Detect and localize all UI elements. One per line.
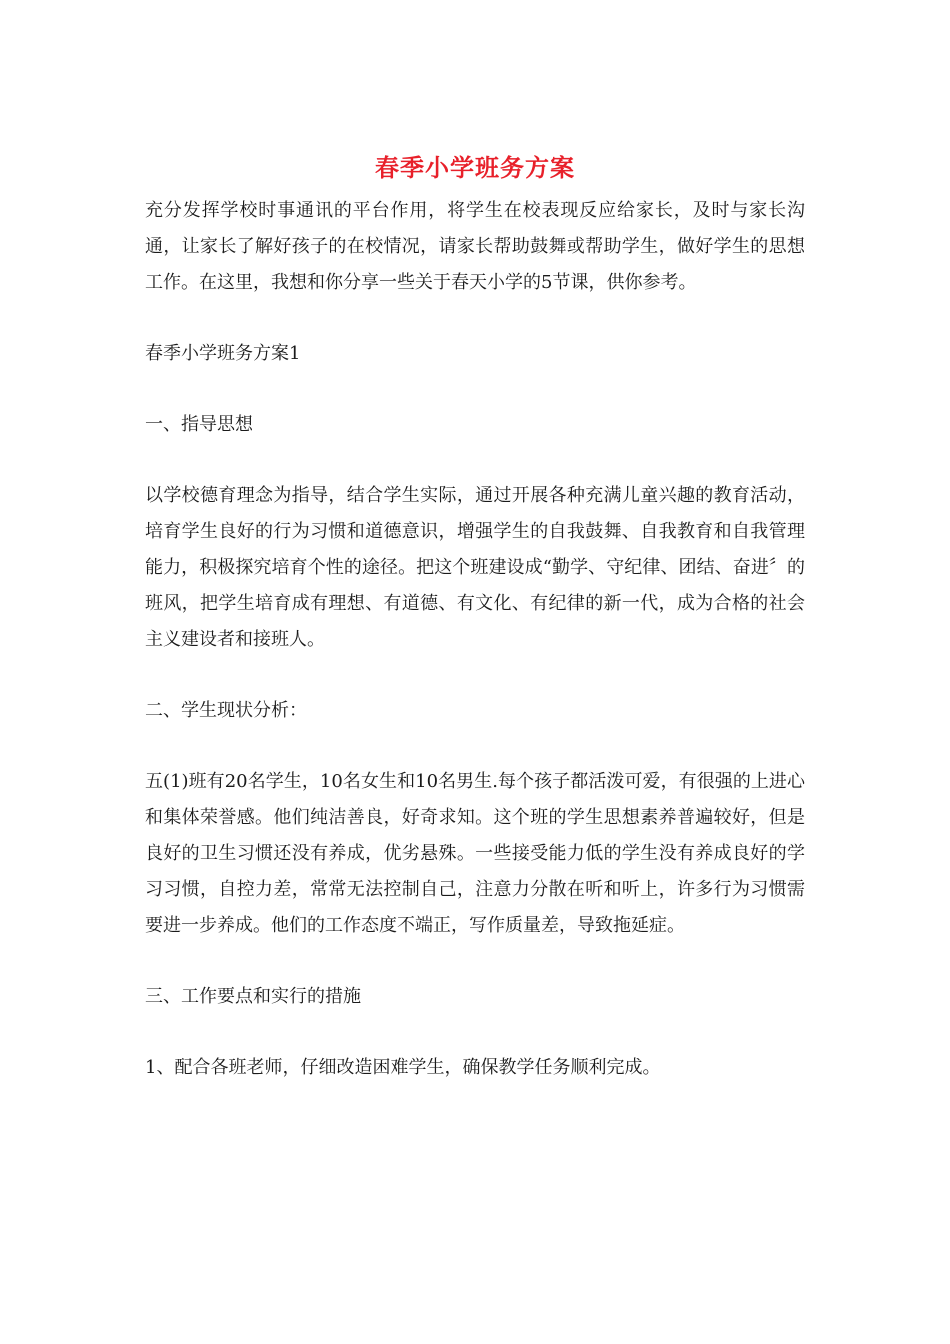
document-body xyxy=(145,193,805,1086)
heading-work-points: 三、工作要点和实行的措施 xyxy=(145,986,361,1007)
section-title: 春季小学班务方案1 xyxy=(145,343,301,364)
heading-student-analysis: 二、学生现状分析： xyxy=(145,700,307,721)
spacer xyxy=(145,301,805,336)
heading-guiding-thought: 一、指导思想 xyxy=(145,414,253,435)
spacer xyxy=(145,729,805,764)
paragraph-guiding-thought: 以学校德育理念为指导，结合学生实际，通过开展各种充满儿童兴趣的教育活动，培育学生良好的行为习惯和道德意识，增强学生的自我鼓舞、自我教育和自我管理能力，积极探究培育个性的途径。把这个班建设成“勤学、守纪律、团结、奋进〞的班风，把学生培育成有理想、有道德、有文化、有纪律的新一代，成为合格的社会主义建设者和接班人。 xyxy=(145,485,805,650)
list-item: 1、配合各班老师，仔细改造困难学生，确保教学任务顺利完成。 xyxy=(145,1057,661,1078)
intro-paragraph: 充分发挥学校时事通讯的平台作用，将学生在校表现反应给家长，及时与家长沟通，让家长了解好孩子的在校情况，请家长帮助鼓舞或帮助学生，做好学生的思想工作。在这里，我想和你分享一些关于春天小学的5节课，供你参考。 xyxy=(145,200,805,293)
document-title: 春季小学班务方案 xyxy=(375,153,575,182)
spacer xyxy=(145,372,805,407)
spacer xyxy=(145,658,805,693)
spacer xyxy=(145,944,805,979)
spacer xyxy=(145,443,805,478)
paragraph-student-analysis: 五(1)班有20名学生，10名女生和10名男生.每个孩子都活泼可爱，有很强的上进心和集体荣誉感。他们纯洁善良，好奇求知。这个班的学生思想素养普遍较好，但是良好的卫生习惯还没有养成，优劣悬殊。一些接受能力低的学生没有养成良好的学习习惯，自控力差，常常无法控制自己，注意力分散在听和听上，许多行为习惯需要进一步养成。他们的工作态度不端正，写作质量差，导致拖延症。 xyxy=(145,771,805,936)
spacer xyxy=(145,1015,805,1050)
